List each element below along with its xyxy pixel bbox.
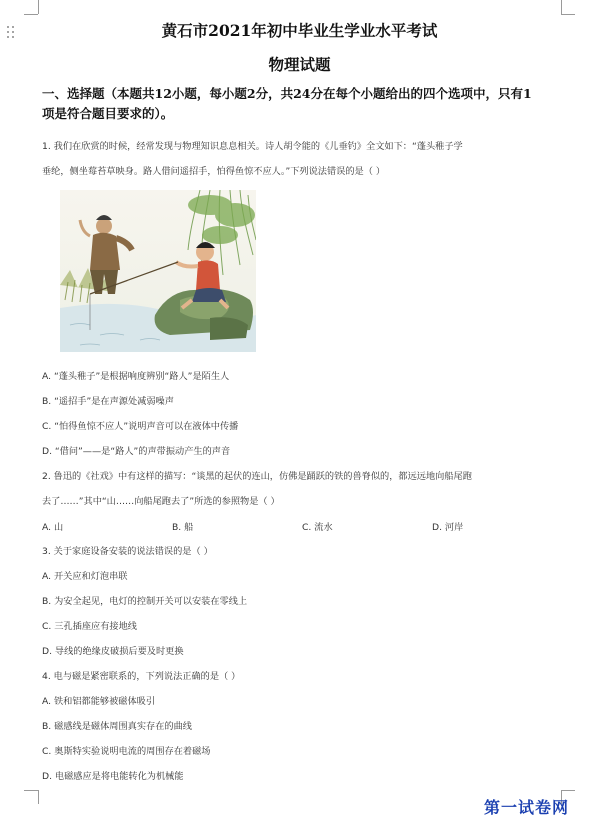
crop-mark-bottom-left [24, 790, 38, 791]
question-4-option-a[interactable]: A. 铁和铝都能够被磁体吸引 [42, 696, 156, 707]
section-heading-line1: 一、选择题（本题共12小题，每小题2分，共24分在每个小题给出的四个选项中，只有1 [42, 86, 532, 101]
question-3-option-b[interactable]: B. 为安全起见，电灯的控制开关可以安装在零线上 [42, 596, 248, 607]
fishing-boy-illustration [60, 190, 256, 352]
question-1-text-line1: 1. 我们在欣赏的时候，经常发现与物理知识息息相关。诗人胡令能的《儿垂钓》全文如下：“蓬头稚子学 [42, 141, 463, 152]
section-heading-line2: 项是符合题目要求的）。 [42, 106, 174, 121]
question-3-option-a[interactable]: A. 开关应和灯泡串联 [42, 571, 128, 582]
question-4-text: 4. 电与磁是紧密联系的，下列说法正确的是（ ） [42, 671, 241, 682]
question-2-option-b[interactable]: B. 船 [172, 522, 194, 533]
crop-mark-bottom-left [38, 790, 39, 804]
watermark-logo: 第一试卷网 [484, 798, 570, 817]
question-4-option-c[interactable]: C. 奥斯特实验说明电流的周围存在着磁场 [42, 746, 211, 757]
question-3-option-c[interactable]: C. 三孔插座应有接地线 [42, 621, 137, 632]
question-1-option-d[interactable]: D. “借问”——是“路人”的声带振动产生的声音 [42, 446, 231, 457]
question-4-option-d[interactable]: D. 电磁感应是将电能转化为机械能 [42, 771, 184, 782]
question-2-text-line2: 去了……”其中“山……向船尾跑去了”所选的参照物是（ ） [42, 496, 280, 507]
exam-title: 黄石市2021年初中毕业生学业水平考试 [161, 21, 438, 40]
crop-mark-top-right [561, 14, 575, 15]
question-2-option-d[interactable]: D. 河岸 [432, 522, 464, 533]
question-3-option-d[interactable]: D. 导线的绝缘皮破损后要及时更换 [42, 646, 184, 657]
crop-mark-top-left [24, 14, 38, 15]
question-1-option-b[interactable]: B. “遥招手”是在声源处减弱噪声 [42, 396, 174, 407]
question-1-option-c[interactable]: C. “怕得鱼惊不应人”说明声音可以在液体中传播 [42, 421, 239, 432]
exam-subtitle: 物理试题 [268, 55, 331, 74]
crop-mark-bottom-right [561, 790, 575, 791]
question-2-option-c[interactable]: C. 流水 [302, 522, 333, 533]
crop-mark-top-right [561, 0, 562, 14]
question-1-text-line2: 垂纶，侧坐莓苔草映身。路人借问遥招手，怕得鱼惊不应人。”下列说法错误的是（ ） [42, 166, 386, 177]
crop-mark-top-left [38, 0, 39, 14]
question-2-option-a[interactable]: A. 山 [42, 522, 64, 533]
question-3-text: 3. 关于家庭设备安装的说法错误的是（ ） [42, 546, 213, 557]
question-1-option-a[interactable]: A. “蓬头稚子”是根据响度辨别“路人”是陌生人 [42, 371, 230, 382]
question-2-text-line1: 2. 鲁迅的《社戏》中有这样的描写：“谈黑的起伏的连山，仿佛是踊跃的铁的兽脊似的，都远远地向船尾跑 [42, 471, 472, 482]
question-4-option-b[interactable]: B. 磁感线是磁体周围真实存在的曲线 [42, 721, 192, 732]
